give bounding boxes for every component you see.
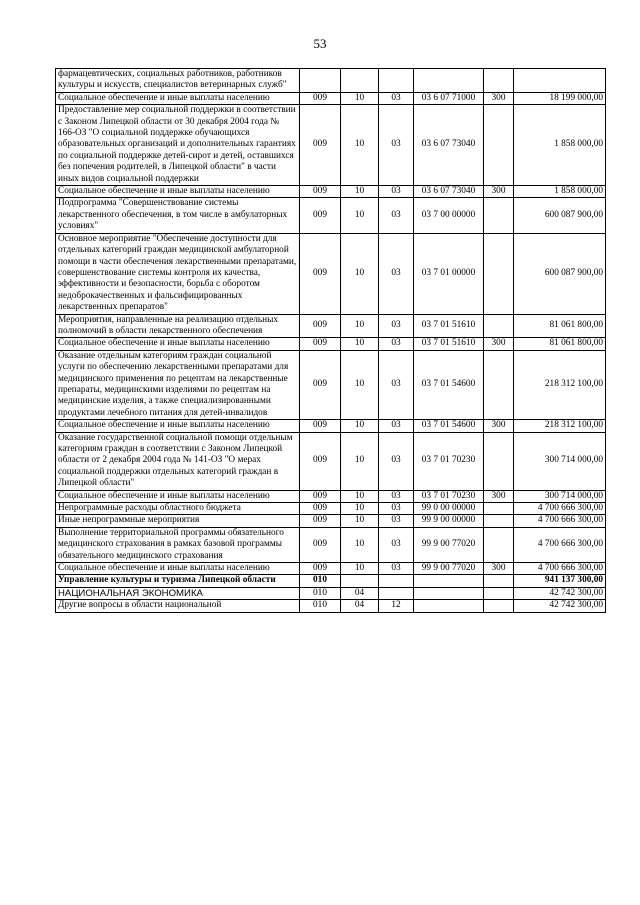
cell-target-article xyxy=(414,575,484,587)
table-row xyxy=(56,69,606,93)
cell-subsection: 03 xyxy=(379,420,414,432)
budget-table xyxy=(55,68,606,613)
table-row xyxy=(56,92,606,104)
table-row xyxy=(56,350,606,419)
table-row xyxy=(56,198,606,233)
cell-admin-code xyxy=(300,69,341,93)
cell-admin-code: 009 xyxy=(300,490,341,502)
cell-admin-code: 009 xyxy=(300,233,341,314)
cell-target-article: 03 7 01 54600 xyxy=(414,350,484,419)
cell-section: 04 xyxy=(341,587,379,599)
cell-section: 10 xyxy=(341,198,379,233)
cell-subsection: 03 xyxy=(379,490,414,502)
cell-section: 10 xyxy=(341,314,379,338)
cell-section: 10 xyxy=(341,338,379,350)
cell-name: Иные непрограммные мероприятия xyxy=(56,515,300,527)
page-number: 53 xyxy=(313,36,327,51)
cell-section: 10 xyxy=(341,515,379,527)
cell-subsection: 03 xyxy=(379,350,414,419)
table-row xyxy=(56,420,606,432)
cell-target-article: 03 7 01 51610 xyxy=(414,338,484,350)
cell-section: 10 xyxy=(341,432,379,490)
cell-section: 10 xyxy=(341,233,379,314)
cell-target-article xyxy=(414,69,484,93)
cell-amount: 1 858 000,00 xyxy=(514,105,606,186)
cell-amount: 42 742 300,00 xyxy=(514,600,606,612)
cell-target-article: 03 7 01 00000 xyxy=(414,233,484,314)
cell-name: Социальное обеспечение и иные выплаты населению xyxy=(56,186,300,198)
cell-name: Социальное обеспечение и иные выплаты населению xyxy=(56,338,300,350)
cell-admin-code: 009 xyxy=(300,527,341,562)
cell-subsection: 03 xyxy=(379,515,414,527)
cell-expense-type: 300 xyxy=(484,92,514,104)
table-row xyxy=(56,186,606,198)
cell-admin-code: 009 xyxy=(300,338,341,350)
cell-amount: 1 858 000,00 xyxy=(514,186,606,198)
cell-subsection xyxy=(379,587,414,599)
cell-expense-type xyxy=(484,527,514,562)
cell-expense-type xyxy=(484,314,514,338)
cell-name: Социальное обеспечение и иные выплаты населению xyxy=(56,563,300,575)
cell-expense-type xyxy=(484,587,514,599)
cell-section: 10 xyxy=(341,92,379,104)
cell-amount: 4 700 666 300,00 xyxy=(514,527,606,562)
cell-admin-code: 009 xyxy=(300,198,341,233)
cell-amount: 600 087 900,00 xyxy=(514,198,606,233)
cell-admin-code: 009 xyxy=(300,432,341,490)
cell-section: 10 xyxy=(341,563,379,575)
cell-section: 04 xyxy=(341,600,379,612)
cell-name: Непрограммные расходы областного бюджета xyxy=(56,503,300,515)
cell-expense-type xyxy=(484,350,514,419)
cell-subsection: 03 xyxy=(379,503,414,515)
cell-name: Оказание государственной социальной помощи отдельным категориям граждан в соответствии с Законом Липецкой области от 2 декабря 2004 года № 141-ОЗ "О мерах социальной поддержки отдельных категорий граждан в Липецкой области" xyxy=(56,432,300,490)
cell-name: Управление культуры и туризма Липецкой области xyxy=(56,575,300,587)
cell-admin-code: 009 xyxy=(300,503,341,515)
cell-admin-code: 009 xyxy=(300,420,341,432)
cell-target-article: 03 6 07 73040 xyxy=(414,186,484,198)
table-row xyxy=(56,490,606,502)
cell-target-article: 03 6 07 71000 xyxy=(414,92,484,104)
cell-target-article: 99 0 00 00000 xyxy=(414,503,484,515)
cell-name: Социальное обеспечение и иные выплаты населению xyxy=(56,490,300,502)
cell-section: 10 xyxy=(341,186,379,198)
cell-name: Предоставление мер социальной поддержки в соответствии с Законом Липецкой области от 30 декабря 2004 года № 166-ОЗ "О социальной поддержке обучающихся образовательных организаций и дополнительных гарантиях по социальной поддержке детей-сирот и детей, оставшихся без попечения родителей, в Липецкой области" в части иных видов социальной поддержки xyxy=(56,105,300,186)
cell-expense-type: 300 xyxy=(484,490,514,502)
cell-admin-code: 009 xyxy=(300,105,341,186)
cell-target-article: 03 6 07 73040 xyxy=(414,105,484,186)
table-row xyxy=(56,575,606,587)
cell-subsection: 03 xyxy=(379,92,414,104)
cell-subsection xyxy=(379,69,414,93)
cell-name: НАЦИОНАЛЬНАЯ ЭКОНОМИКА xyxy=(56,587,300,599)
cell-target-article: 03 7 01 70230 xyxy=(414,432,484,490)
cell-expense-type xyxy=(484,575,514,587)
cell-amount: 300 714 000,00 xyxy=(514,490,606,502)
cell-expense-type: 300 xyxy=(484,186,514,198)
cell-amount: 300 714 000,00 xyxy=(514,432,606,490)
cell-amount: 600 087 900,00 xyxy=(514,233,606,314)
cell-amount: 218 312 100,00 xyxy=(514,420,606,432)
cell-name: Основное мероприятие "Обеспечение доступности для отдельных категорий граждан медицинской амбулаторной помощи в части обеспечения лекарственными препаратами, совершенствование системы контроля их качества, эффективности и безопасности, борьба с оборотом недоброкачественных и фальсифицированных лекарственных препаратов" xyxy=(56,233,300,314)
cell-amount: 4 700 666 300,00 xyxy=(514,515,606,527)
table-row xyxy=(56,587,606,599)
cell-amount: 81 061 800,00 xyxy=(514,314,606,338)
table-row xyxy=(56,432,606,490)
cell-admin-code: 009 xyxy=(300,92,341,104)
cell-expense-type xyxy=(484,432,514,490)
cell-expense-type xyxy=(484,105,514,186)
cell-admin-code: 010 xyxy=(300,600,341,612)
cell-expense-type xyxy=(484,233,514,314)
cell-admin-code: 009 xyxy=(300,314,341,338)
cell-expense-type xyxy=(484,515,514,527)
cell-amount: 218 312 100,00 xyxy=(514,350,606,419)
cell-section xyxy=(341,575,379,587)
cell-subsection: 03 xyxy=(379,186,414,198)
cell-admin-code: 010 xyxy=(300,575,341,587)
table-row xyxy=(56,515,606,527)
cell-name: Социальное обеспечение и иные выплаты населению xyxy=(56,92,300,104)
cell-section xyxy=(341,69,379,93)
cell-amount: 941 137 300,00 xyxy=(514,575,606,587)
cell-target-article: 03 7 01 54600 xyxy=(414,420,484,432)
table-row xyxy=(56,563,606,575)
cell-admin-code: 009 xyxy=(300,515,341,527)
cell-target-article: 03 7 01 70230 xyxy=(414,490,484,502)
cell-name: Социальное обеспечение и иные выплаты населению xyxy=(56,420,300,432)
cell-target-article: 99 9 00 77020 xyxy=(414,563,484,575)
cell-admin-code: 009 xyxy=(300,563,341,575)
cell-section: 10 xyxy=(341,527,379,562)
cell-amount: 4 700 666 300,00 xyxy=(514,563,606,575)
cell-subsection: 03 xyxy=(379,105,414,186)
cell-amount: 18 199 000,00 xyxy=(514,92,606,104)
cell-expense-type xyxy=(484,503,514,515)
cell-subsection: 03 xyxy=(379,233,414,314)
cell-subsection: 03 xyxy=(379,563,414,575)
table-row xyxy=(56,233,606,314)
cell-expense-type xyxy=(484,600,514,612)
cell-subsection: 03 xyxy=(379,338,414,350)
cell-target-article: 99 9 00 77020 xyxy=(414,527,484,562)
cell-name: Оказание отдельным категориям граждан социальной услуги по обеспечению лекарственными препаратами для медицинского применения по рецептам на лекарственные препараты, медицинскими изделиями по рецептам на медицинские изделия, а также специализированными продуктами лечебного питания для детей-инвалидов xyxy=(56,350,300,419)
table-row xyxy=(56,527,606,562)
cell-amount: 81 061 800,00 xyxy=(514,338,606,350)
cell-expense-type: 300 xyxy=(484,420,514,432)
cell-section: 10 xyxy=(341,420,379,432)
cell-subsection: 03 xyxy=(379,198,414,233)
table-row xyxy=(56,338,606,350)
cell-expense-type xyxy=(484,69,514,93)
cell-expense-type: 300 xyxy=(484,563,514,575)
cell-admin-code: 009 xyxy=(300,350,341,419)
cell-name: Другие вопросы в области национальной xyxy=(56,600,300,612)
cell-amount xyxy=(514,69,606,93)
cell-expense-type xyxy=(484,198,514,233)
cell-target-article: 99 9 00 00000 xyxy=(414,515,484,527)
cell-name: фармацевтических, социальных работников, работников культуры и искусств, специалистов ветеринарных служб" xyxy=(56,69,300,93)
cell-admin-code: 010 xyxy=(300,587,341,599)
cell-target-article: 03 7 01 51610 xyxy=(414,314,484,338)
cell-subsection: 03 xyxy=(379,432,414,490)
cell-section: 10 xyxy=(341,105,379,186)
cell-subsection: 03 xyxy=(379,527,414,562)
cell-name: Подпрограмма "Совершенствование системы лекарственного обеспечения, в том числе в амбулаторных условиях" xyxy=(56,198,300,233)
cell-name: Мероприятия, направленные на реализацию отдельных полномочий в области лекарственного обеспечения xyxy=(56,314,300,338)
table-row xyxy=(56,600,606,612)
table-row xyxy=(56,314,606,338)
cell-subsection xyxy=(379,575,414,587)
table-row xyxy=(56,105,606,186)
cell-name: Выполнение территориальной программы обязательного медицинского страхования в рамках базовой программы обязательного медицинского страхования xyxy=(56,527,300,562)
cell-section: 10 xyxy=(341,490,379,502)
cell-section: 10 xyxy=(341,350,379,419)
cell-admin-code: 009 xyxy=(300,186,341,198)
cell-target-article: 03 7 00 00000 xyxy=(414,198,484,233)
cell-target-article xyxy=(414,587,484,599)
cell-subsection: 03 xyxy=(379,314,414,338)
cell-amount: 42 742 300,00 xyxy=(514,587,606,599)
table-row xyxy=(56,503,606,515)
cell-subsection: 12 xyxy=(379,600,414,612)
cell-section: 10 xyxy=(341,503,379,515)
cell-amount: 4 700 666 300,00 xyxy=(514,503,606,515)
cell-expense-type: 300 xyxy=(484,338,514,350)
cell-target-article xyxy=(414,600,484,612)
table-body xyxy=(56,69,606,613)
